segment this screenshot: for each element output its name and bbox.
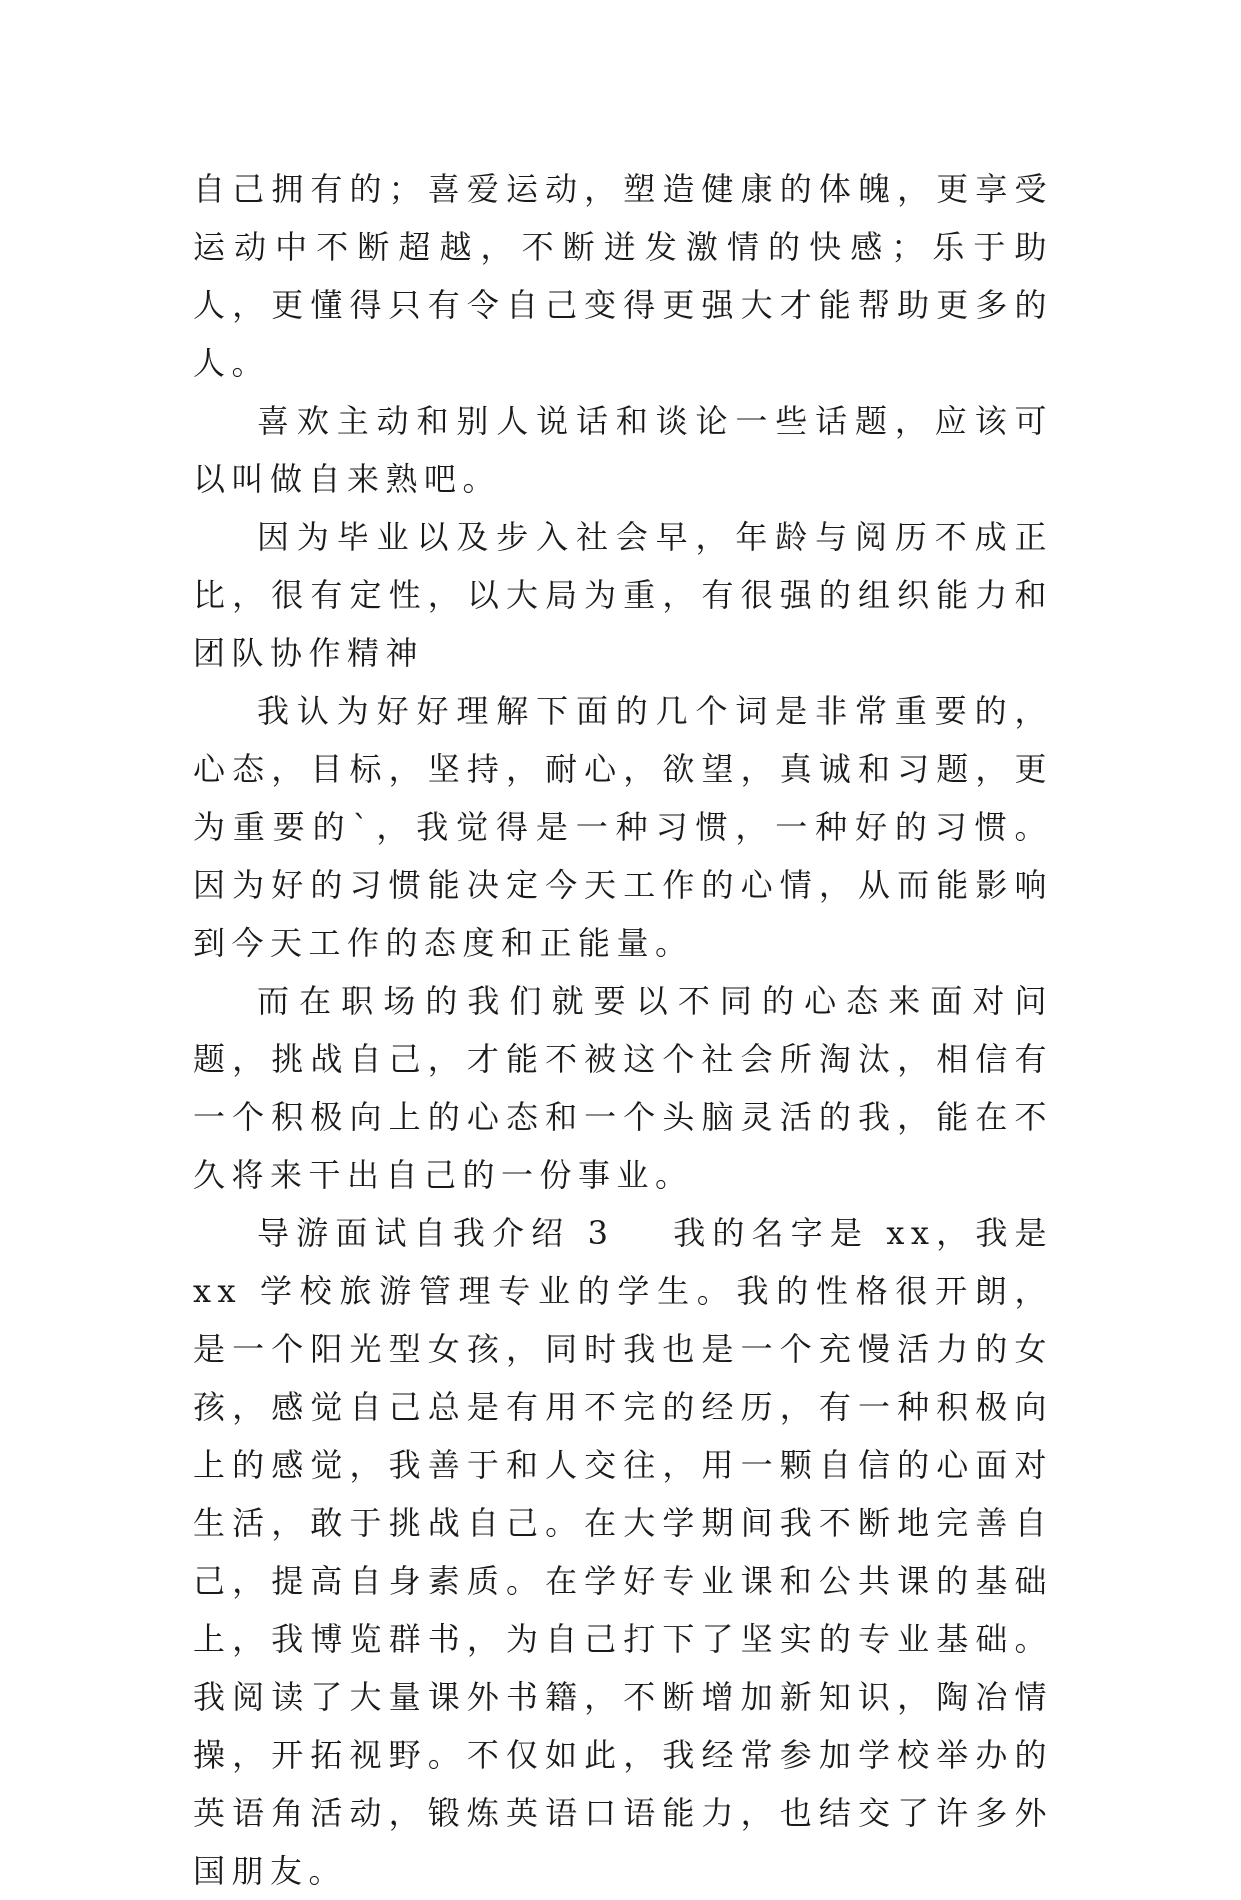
paragraph-1: 自己拥有的；喜爱运动，塑造健康的体魄，更享受运动中不断超越，不断迸发激情的快感；乐于助人，更懂得只有令自己变得更强大才能帮助更多的人。 [193,170,1053,382]
section-3-body: 我的名字是 xx，我是 xx 学校旅游管理专业的学生。我的性格很开朗，是一个阳光型女孩，同时我也是一个充慢活力的女孩，感觉自己总是有用不完的经历，有一种积极向上的感觉，我善于和人交往，用一颗自信的心面对生活，敢于挑战自己。在大学期间我不断地完善自己，提高自身素质。在学好专业课和公共课的基础上，我博览群书，为自己打下了坚实的专业基础。我阅读了大量课外书籍，不断增加新知识，陶冶情操，开拓视野。不仅如此，我经常参加学校举办的英语角活动，锻炼英语口语能力，也结交了许多外国朋友。 [193,1214,1053,1890]
document-body [193,160,1053,1900]
paragraph-2: 喜欢主动和别人说话和谈论一些话题，应该可以叫做自来熟吧。 [193,402,1053,498]
paragraph-4: 我认为好好理解下面的几个词是非常重要的，心态，目标，坚持，耐心，欲望，真诚和习题，更为重要的`，我觉得是一种习惯，一种好的习惯。因为好的习惯能决定今天工作的心情，从而能影响到今天工作的态度和正能量。 [193,692,1053,962]
paragraph-5: 而在职场的我们就要以不同的心态来面对问题，挑战自己，才能不被这个社会所淘汰，相信有一个积极向上的心态和一个头脑灵活的我，能在不久将来干出自己的一份事业。 [193,982,1053,1194]
paragraph-section-3 [193,1204,1053,1900]
paragraph-3: 因为毕业以及步入社会早，年龄与阅历不成正比，很有定性，以大局为重，有很强的组织能力和团队协作精神 [193,518,1053,672]
section-3-heading: 导游面试自我介绍 3 [257,1214,615,1252]
